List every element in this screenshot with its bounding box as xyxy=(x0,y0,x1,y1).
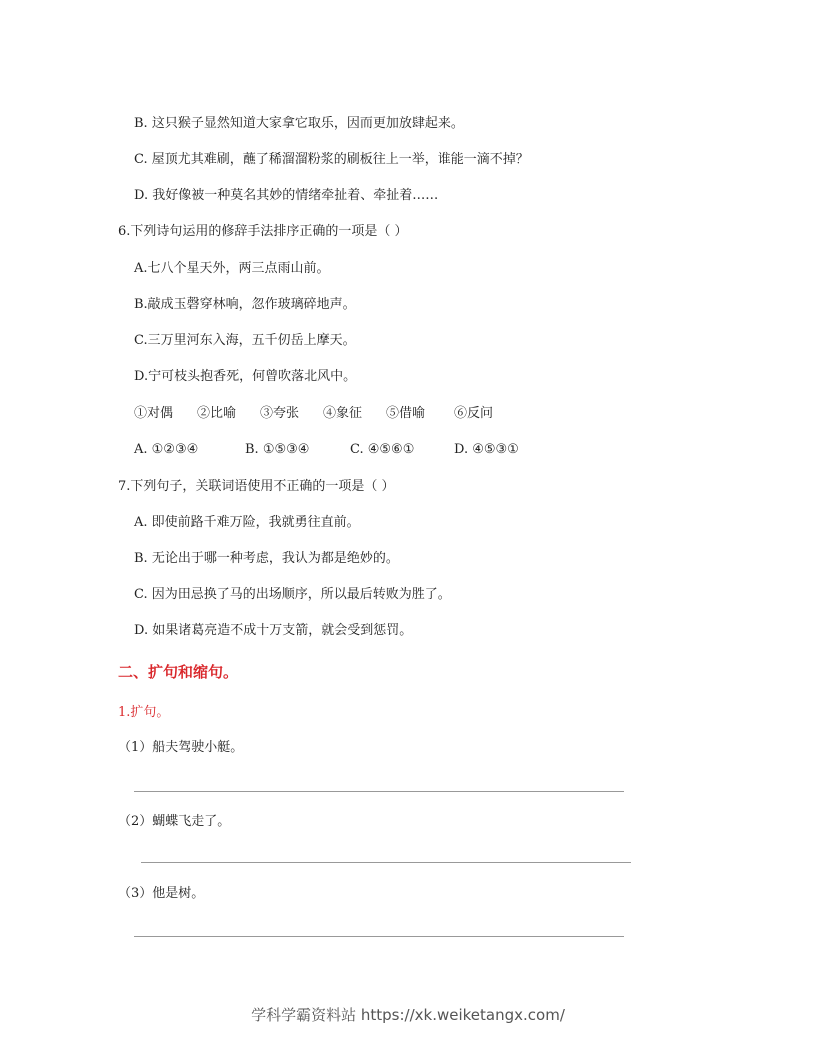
q6-device-3: ③夸张 xyxy=(260,406,300,421)
q6-device-6: ⑥反问 xyxy=(454,406,494,421)
q7-question: 7.下列句子，关联词语使用不正确的一项是（ ） xyxy=(118,479,395,494)
q5-option-c: C. 屋顶尤其难刷，蘸了稀溜溜粉浆的刷板往上一举，谁能一滴不掉？ xyxy=(134,152,529,167)
section-2-title: 二、扩句和缩句。 xyxy=(118,663,239,681)
answer-line-2[interactable] xyxy=(141,862,631,863)
q6-choice-d: D. ④⑤③① xyxy=(454,442,519,457)
expand-item-1: （1）船夫驾驶小艇。 xyxy=(118,740,244,755)
q6-question: 6.下列诗句运用的修辞手法排序正确的一项是（ ） xyxy=(118,224,408,239)
q6-device-2: ②比喻 xyxy=(197,406,237,421)
q6-device-4: ④象征 xyxy=(323,406,363,421)
q5-option-d: D. 我好像被一种莫名其妙的情绪牵扯着、牵扯着…… xyxy=(134,188,439,203)
answer-line-3[interactable] xyxy=(134,936,624,937)
q7-option-c: C. 因为田忌换了马的出场顺序，所以最后转败为胜了。 xyxy=(134,587,451,602)
q6-choice-a: A. ①②③④ xyxy=(134,442,199,457)
q7-option-a: A. 即使前路千难万险，我就勇往直前。 xyxy=(134,515,360,530)
q6-choice-b: B. ①⑤③④ xyxy=(245,442,310,457)
q6-device-5: ⑤借喻 xyxy=(386,406,426,421)
q6-line-a: A.七八个星天外，两三点雨山前。 xyxy=(134,261,330,276)
q5-option-b: B. 这只猴子显然知道大家拿它取乐，因而更加放肆起来。 xyxy=(134,116,464,131)
q6-line-d: D.宁可枝头抱香死，何曾吹落北风中。 xyxy=(134,369,357,384)
footer-watermark: 学科学霸资料站 https://xk.weiketangx.com/ xyxy=(251,1006,565,1024)
expand-item-2: （2）蝴蝶飞走了。 xyxy=(118,814,231,829)
q6-line-c: C.三万里河东入海，五千仞岳上摩天。 xyxy=(134,333,356,348)
q6-line-b: B.敲成玉磬穿林响，忽作玻璃碎地声。 xyxy=(134,297,356,312)
q6-choice-c: C. ④⑤⑥① xyxy=(350,442,415,457)
expand-item-3: （3）他是树。 xyxy=(118,886,205,901)
q6-device-1: ①对偶 xyxy=(134,406,174,421)
q7-option-d: D. 如果诸葛亮造不成十万支箭，就会受到惩罚。 xyxy=(134,623,413,638)
section-2-subtitle: 1.扩句。 xyxy=(118,705,170,720)
q7-option-b: B. 无论出于哪一种考虑，我认为都是绝妙的。 xyxy=(134,551,399,566)
answer-line-1[interactable] xyxy=(134,791,624,792)
